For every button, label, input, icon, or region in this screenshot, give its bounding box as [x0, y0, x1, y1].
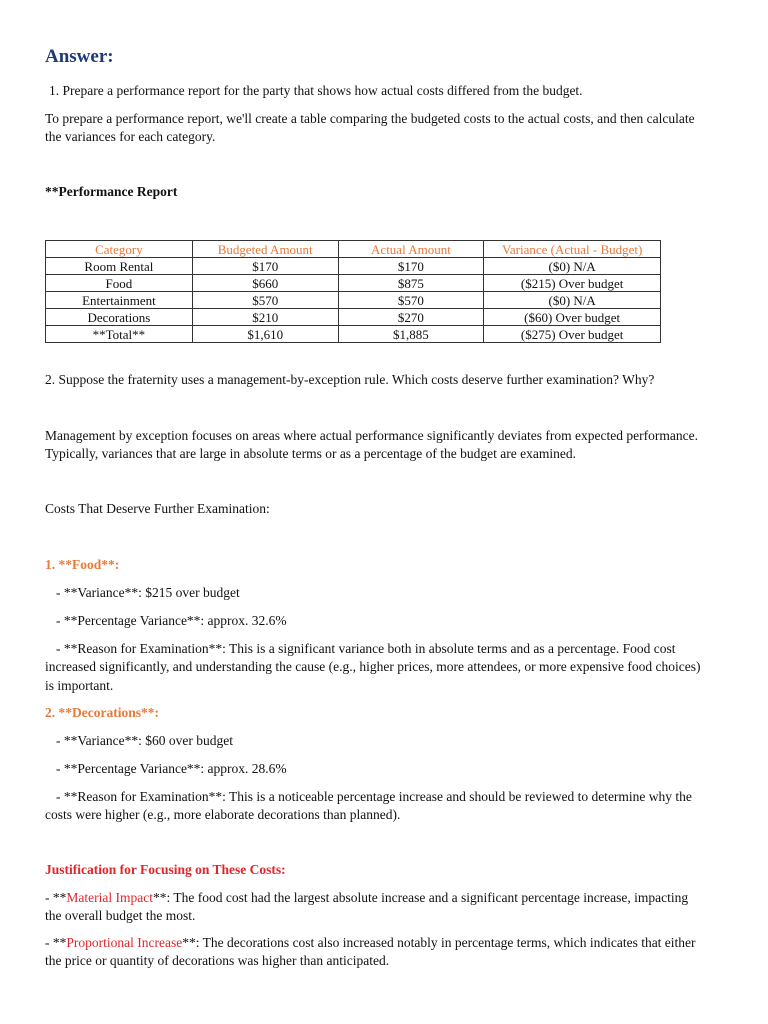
decorations-percentage: - **Percentage Variance**: approx. 28.6% [56, 761, 287, 776]
proportional-increase-line-2: the price or quantity of decorations was higher than anticipated. [45, 953, 390, 968]
material-impact-term: Material Impact [66, 890, 153, 905]
cell-actual: $1,885 [338, 326, 484, 343]
justification-title: Justification for Focusing on These Costs: [45, 862, 286, 877]
proportional-increase-line-1 [45, 934, 696, 952]
material-impact-line-1 [45, 889, 688, 907]
costs-title: Costs That Deserve Further Examination: [45, 501, 270, 516]
cell-actual: $570 [338, 292, 484, 309]
question-1: 1. Prepare a performance report for the party that shows how actual costs differed from the budget. [49, 83, 583, 98]
intro-line-1: To prepare a performance report, we'll create a table comparing the budgeted costs to the actual costs, and then calculate [45, 111, 695, 126]
proportional-prefix: - ** [45, 935, 67, 950]
proportional-increase-term: Proportional Increase [66, 935, 183, 950]
answer-heading: Answer: [45, 46, 114, 67]
food-percentage: - **Percentage Variance**: approx. 32.6% [56, 613, 287, 628]
decorations-reason-line-2: costs were higher (e.g., more elaborate decorations than planned). [45, 807, 401, 822]
header-variance: Variance (Actual - Budget) [484, 241, 661, 258]
cell-budgeted: $210 [192, 309, 338, 326]
mbe-line-1: Management by exception focuses on areas where actual performance significantly deviates from expected performance. [45, 428, 698, 443]
cell-variance: ($215) Over budget [484, 275, 661, 292]
decorations-title: 2. **Decorations**: [45, 705, 159, 720]
food-title: 1. **Food**: [45, 557, 120, 572]
table-total-row [46, 326, 661, 343]
table-row [46, 309, 661, 326]
cell-budgeted: $660 [192, 275, 338, 292]
cell-category: Room Rental [46, 258, 193, 275]
cell-variance: ($275) Over budget [484, 326, 661, 343]
intro-line-2: the variances for each category. [45, 129, 216, 144]
food-reason-line-3: is important. [45, 678, 114, 693]
material-prefix: - ** [45, 890, 67, 905]
cell-category: **Total** [46, 326, 193, 343]
cell-actual: $170 [338, 258, 484, 275]
cell-budgeted: $570 [192, 292, 338, 309]
cell-variance: ($0) N/A [484, 292, 661, 309]
cell-category: Entertainment [46, 292, 193, 309]
food-reason-line-1: - **Reason for Examination**: This is a significant variance both in absolute terms and as a percentage. Food cost [56, 641, 676, 656]
table-row [46, 258, 661, 275]
material-text: **: The food cost had the largest absolute increase and a significant percentage increase, impacting [152, 890, 689, 905]
cell-budgeted: $170 [192, 258, 338, 275]
cell-budgeted: $1,610 [192, 326, 338, 343]
cell-category: Food [46, 275, 193, 292]
decorations-variance: - **Variance**: $60 over budget [56, 733, 233, 748]
decorations-reason-line-1: - **Reason for Examination**: This is a noticeable percentage increase and should be reviewed to determine why the [56, 789, 692, 804]
food-reason-line-2: increased significantly, and understanding the cause (e.g., higher prices, more attendees, or more expensive food choices) [45, 659, 701, 674]
table-row [46, 292, 661, 309]
table-header-row [46, 241, 661, 258]
cell-actual: $875 [338, 275, 484, 292]
cell-actual: $270 [338, 309, 484, 326]
header-category: Category [46, 241, 193, 258]
cell-category: Decorations [46, 309, 193, 326]
food-variance: - **Variance**: $215 over budget [56, 585, 240, 600]
cell-variance: ($0) N/A [484, 258, 661, 275]
mbe-line-2: Typically, variances that are large in absolute terms or as a percentage of the budget are examined. [45, 446, 576, 461]
header-budgeted: Budgeted Amount [192, 241, 338, 258]
performance-report-table [45, 240, 661, 343]
question-2: 2. Suppose the fraternity uses a management-by-exception rule. Which costs deserve further examination? Why? [45, 372, 655, 387]
cell-variance: ($60) Over budget [484, 309, 661, 326]
report-title: **Performance Report [45, 184, 178, 199]
header-actual: Actual Amount [338, 241, 484, 258]
proportional-text: **: The decorations cost also increased notably in percentage terms, which indicates that either [182, 935, 696, 950]
material-impact-line-2: the overall budget the most. [45, 908, 196, 923]
table-row [46, 275, 661, 292]
